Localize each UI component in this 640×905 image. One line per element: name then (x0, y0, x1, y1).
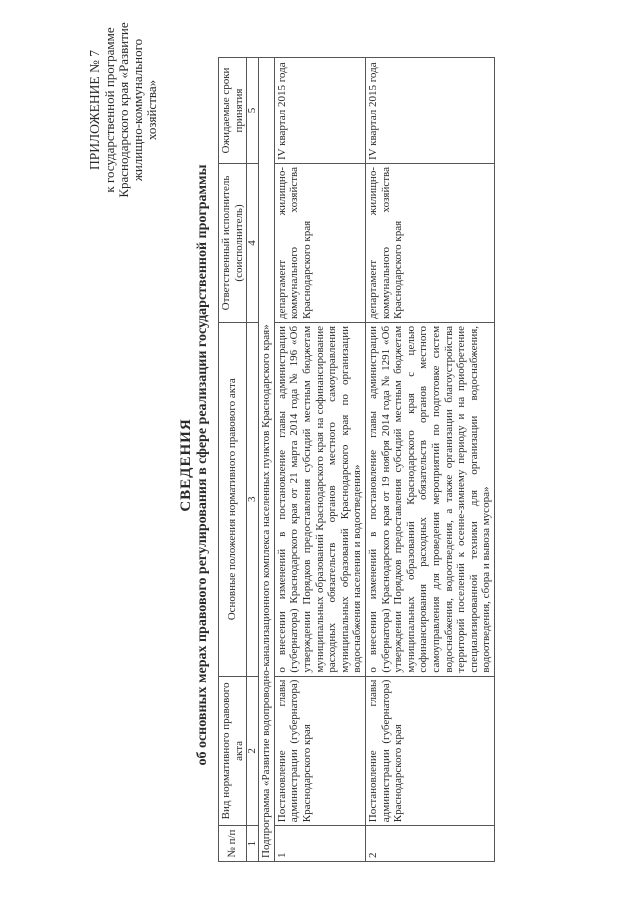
measures-table (218, 57, 495, 862)
header-executor: Ответственный исполнитель (соисполнитель) (219, 164, 247, 323)
header-num: № п/п (219, 826, 247, 862)
column-number: 4 (247, 164, 259, 323)
table-row (274, 58, 365, 862)
column-number: 2 (247, 676, 259, 826)
document-heading (178, 85, 211, 845)
row-content: о внесении изменений в постановление главы администрации (губернатора) Краснодарского края от 21 марта 2014 года № 196 «Об утверждении Порядков предоставления субсидий местным бюджетам муниципальных образований Краснодарского края на софинансирование расходных обязательств органов местного самоуправления муниципальных образований Краснодарского края по организации водоснабжения населения и водоотведения» (274, 322, 365, 676)
appendix-block (88, 15, 159, 205)
header-content: Основные положения нормативного правового акта (219, 322, 247, 676)
appendix-title: ПРИЛОЖЕНИЕ № 7 (87, 49, 102, 171)
row-executor: департамент жилищно-коммунального хозяйства Краснодарского края (365, 164, 494, 323)
subprogram-title: Подпрограмма «Развитие водопроводно-канализационного комплекса населенных пунктов Краснодарского края» (259, 58, 275, 862)
document-subtitle: об основных мерах правового регулирования в сфере реализации государственной программы (195, 164, 210, 766)
row-num: 2 (365, 826, 494, 862)
row-content: о внесении изменений в постановление главы администрации (губернатора) Краснодарского края от 19 ноября 2014 года № 1291 «Об утверждении Порядков предоставления субсидий местным бюджетам муниципальных образований Краснодарского края с целью софинансирования расходных обязательств органов местного самоуправления для проведения мероприятий по подготовке систем водоснабжения, водоотведения, а также организации благоустройства территорий поселений к осенне-зимнему периоду и на приобретение специализированной техники для организации водоснабжения, водоотведения, сбора и вывоза мусора» (365, 322, 494, 676)
column-number: 1 (247, 826, 259, 862)
row-num: 1 (274, 826, 365, 862)
table-header-row (219, 58, 247, 862)
header-type: Вид нормативного правового акта (219, 676, 247, 826)
row-type: Постановление главы администрации (губернатора) Краснодарского края (274, 676, 365, 826)
row-type: Постановление главы администрации (губернатора) Краснодарского края (365, 676, 494, 826)
subprogram-row (259, 58, 275, 862)
document-title: СВЕДЕНИЯ (178, 418, 194, 512)
appendix-text: к государственной программе Краснодарского края «Развитие жилищно-коммунального хозяйства» (102, 22, 159, 198)
column-number: 5 (247, 58, 259, 164)
column-number: 3 (247, 322, 259, 676)
row-deadline: IV квартал 2015 года (365, 58, 494, 164)
table-row (365, 58, 494, 862)
row-executor: департамент жилищно-коммунального хозяйства Краснодарского края (274, 164, 365, 323)
row-deadline: IV квартал 2015 года (274, 58, 365, 164)
column-numbers-row (247, 58, 259, 862)
header-deadline: Ожидаемые сроки принятия (219, 58, 247, 164)
